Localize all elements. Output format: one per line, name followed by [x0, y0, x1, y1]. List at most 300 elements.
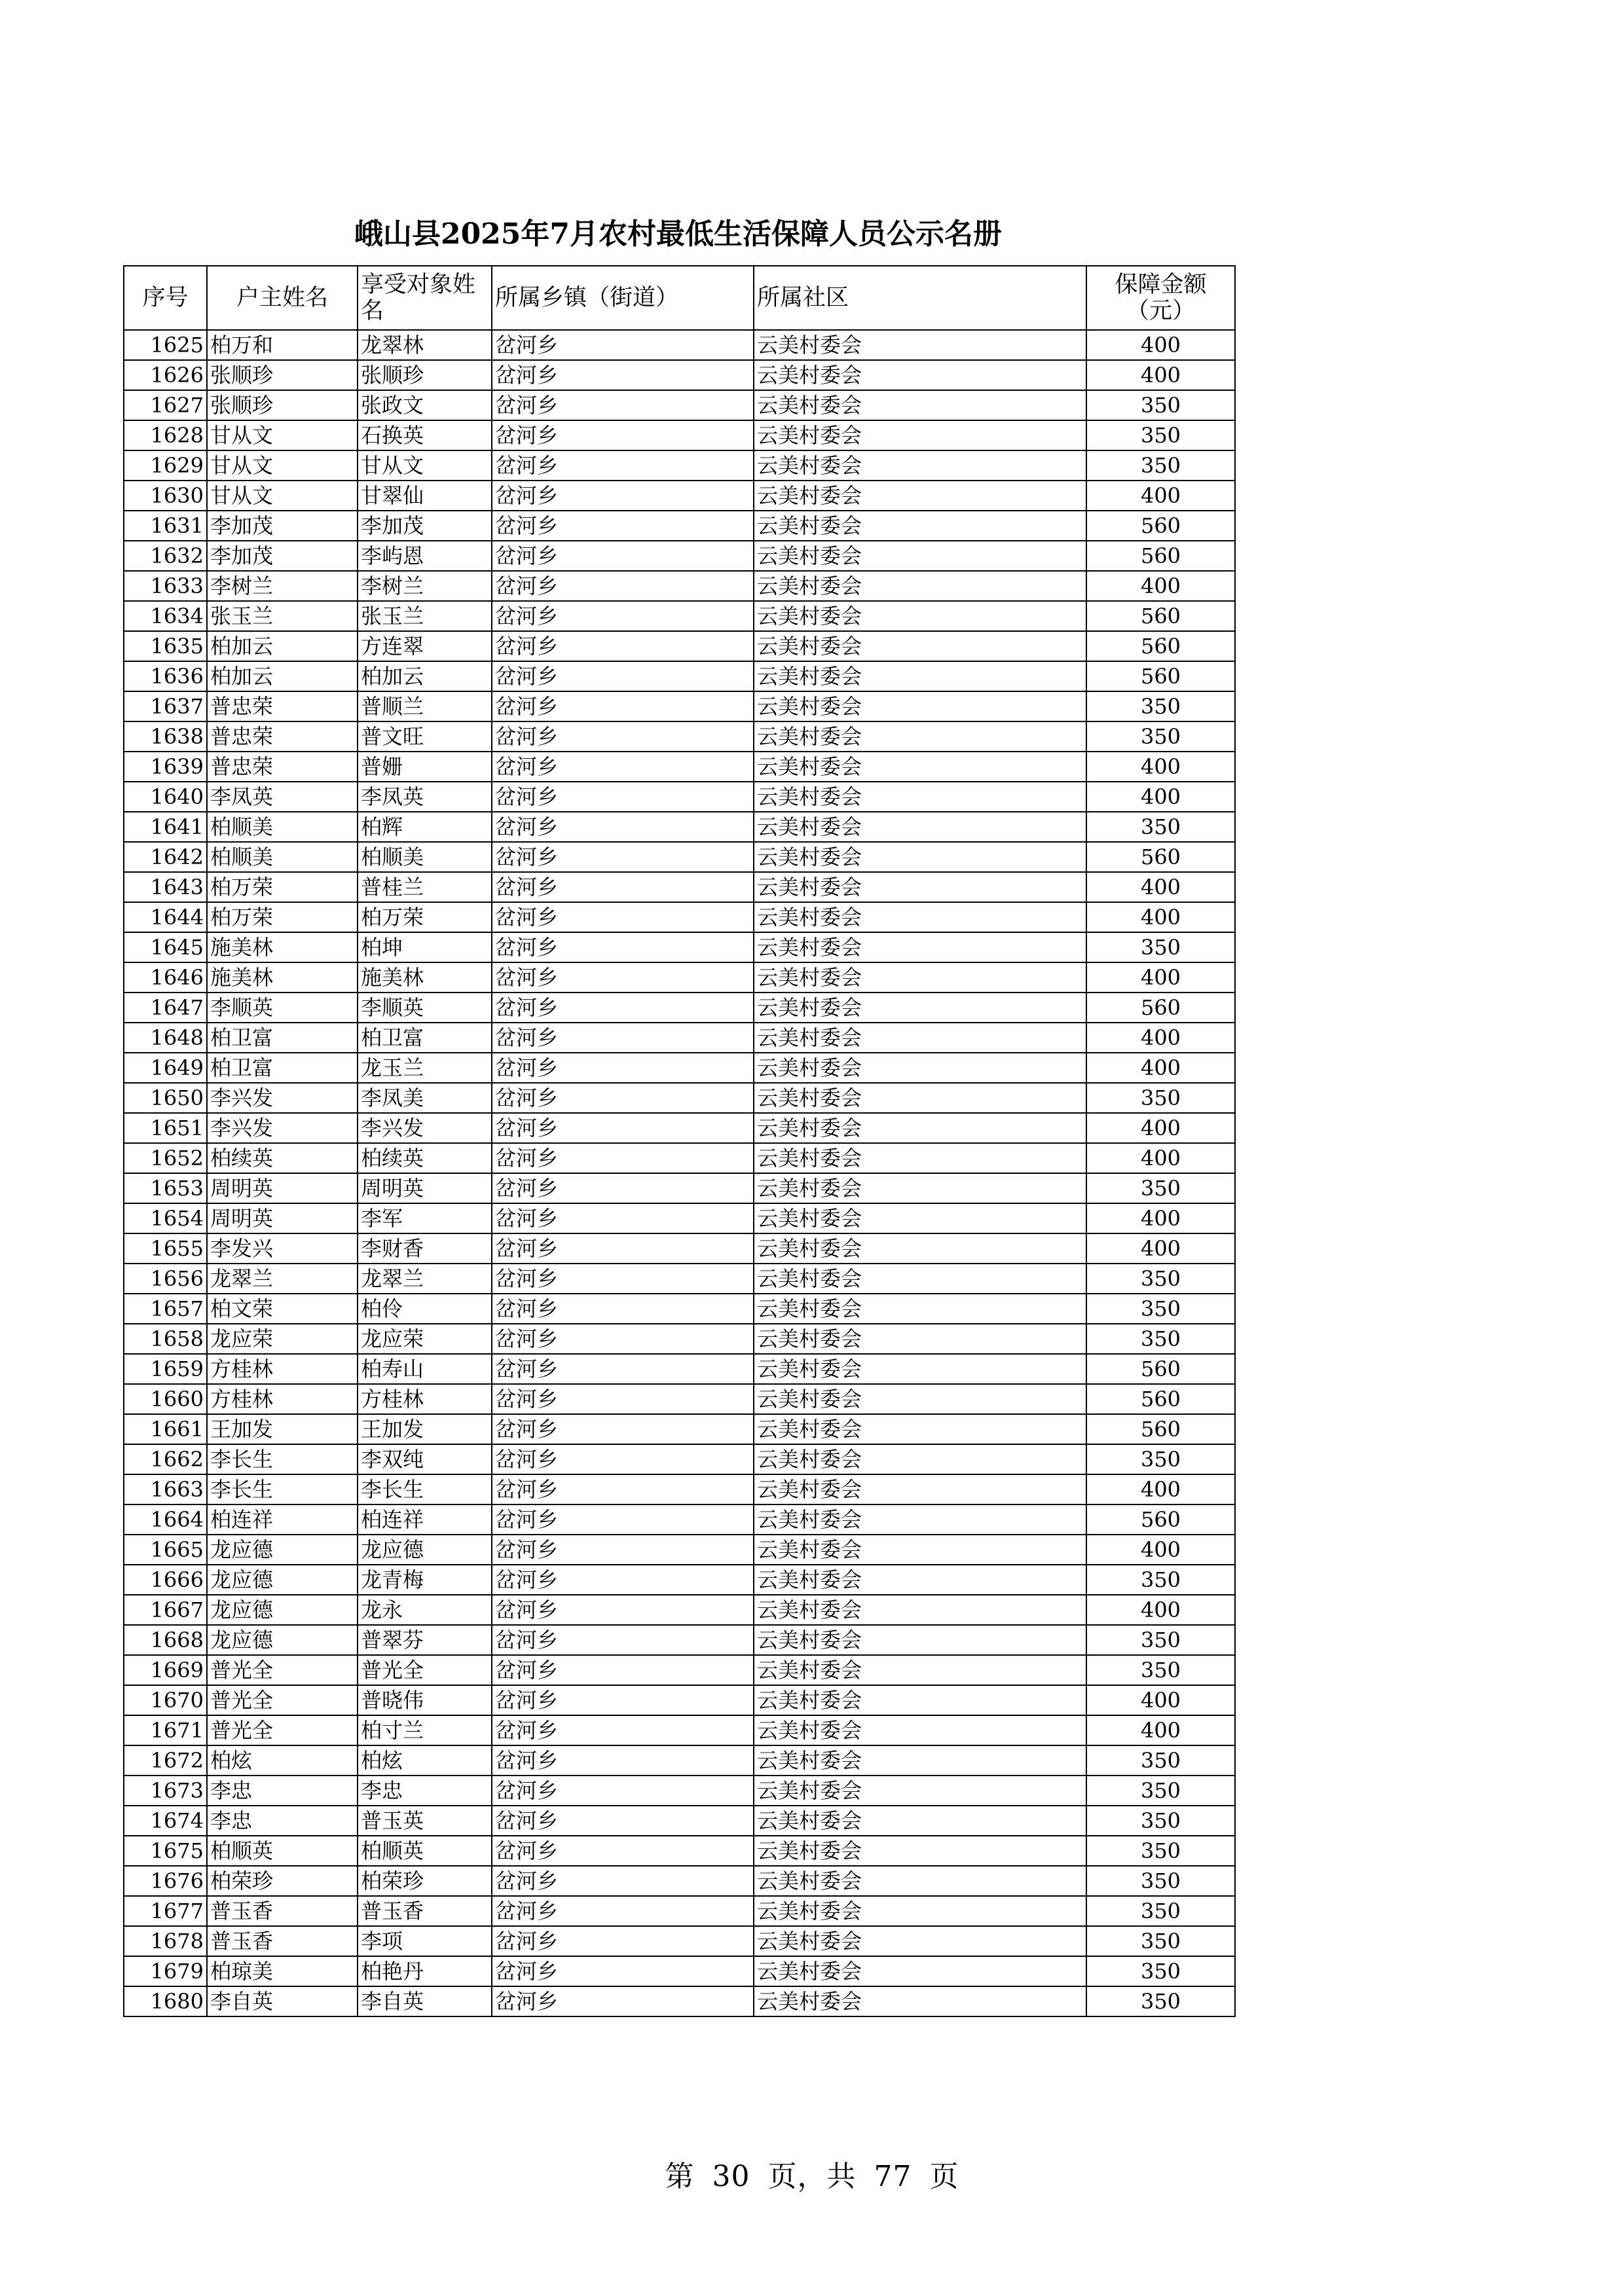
cell-householder: 普忠荣	[207, 691, 358, 721]
table-row	[124, 481, 1235, 511]
cell-township: 岔河乡	[492, 902, 754, 932]
cell-amount: 350	[1086, 932, 1235, 962]
cell-township: 岔河乡	[492, 1956, 754, 1986]
cell-seq: 1679	[124, 1956, 207, 1986]
cell-householder: 张顺珍	[207, 390, 358, 420]
table-row	[124, 1474, 1235, 1504]
cell-township: 岔河乡	[492, 782, 754, 812]
cell-householder: 龙应德	[207, 1625, 358, 1655]
cell-amount: 400	[1086, 782, 1235, 812]
table-row	[124, 902, 1235, 932]
cell-community: 云美村委会	[754, 1294, 1086, 1324]
cell-amount: 560	[1086, 541, 1235, 571]
cell-seq: 1659	[124, 1354, 207, 1384]
cell-householder: 李发兴	[207, 1233, 358, 1264]
cell-householder: 李顺英	[207, 993, 358, 1023]
cell-community: 云美村委会	[754, 1504, 1086, 1535]
cell-community: 云美村委会	[754, 541, 1086, 571]
table-row	[124, 1173, 1235, 1203]
cell-beneficiary: 柏坤	[358, 932, 492, 962]
cell-amount: 560	[1086, 842, 1235, 872]
roster-table	[123, 265, 1236, 2017]
cell-amount: 350	[1086, 691, 1235, 721]
page-footer	[0, 2157, 1624, 2196]
cell-amount: 350	[1086, 812, 1235, 842]
cell-amount: 350	[1086, 450, 1235, 481]
cell-seq: 1653	[124, 1173, 207, 1203]
cell-amount: 400	[1086, 1595, 1235, 1625]
cell-township: 岔河乡	[492, 1926, 754, 1956]
cell-amount: 560	[1086, 1384, 1235, 1414]
cell-community: 云美村委会	[754, 601, 1086, 631]
cell-amount: 400	[1086, 360, 1235, 390]
cell-amount: 400	[1086, 571, 1235, 601]
cell-amount: 350	[1086, 1986, 1235, 2016]
cell-amount: 560	[1086, 993, 1235, 1023]
cell-householder: 龙应德	[207, 1565, 358, 1595]
cell-amount: 400	[1086, 1143, 1235, 1173]
cell-beneficiary: 柏荣珍	[358, 1866, 492, 1896]
cell-seq: 1625	[124, 330, 207, 360]
cell-householder: 王加发	[207, 1414, 358, 1444]
table-row	[124, 1053, 1235, 1083]
table-row	[124, 541, 1235, 571]
cell-community: 云美村委会	[754, 1233, 1086, 1264]
table-row	[124, 1294, 1235, 1324]
table-row	[124, 1384, 1235, 1414]
cell-seq: 1668	[124, 1625, 207, 1655]
cell-township: 岔河乡	[492, 1625, 754, 1655]
cell-seq: 1627	[124, 390, 207, 420]
header-householder: 户主姓名	[207, 266, 358, 330]
cell-householder: 李兴发	[207, 1083, 358, 1113]
footer-prefix: 第	[665, 2160, 695, 2193]
cell-community: 云美村委会	[754, 872, 1086, 902]
table-row	[124, 661, 1235, 691]
cell-community: 云美村委会	[754, 1715, 1086, 1745]
cell-community: 云美村委会	[754, 1083, 1086, 1113]
cell-seq: 1630	[124, 481, 207, 511]
table-row	[124, 1504, 1235, 1535]
header-beneficiary: 享受对象姓名	[358, 266, 492, 330]
cell-township: 岔河乡	[492, 1685, 754, 1715]
cell-amount: 400	[1086, 962, 1235, 993]
table-row	[124, 390, 1235, 420]
cell-community: 云美村委会	[754, 1836, 1086, 1866]
table-row	[124, 450, 1235, 481]
cell-township: 岔河乡	[492, 1745, 754, 1776]
table-row	[124, 511, 1235, 541]
header-amount: 保障金额（元）	[1086, 266, 1235, 330]
cell-community: 云美村委会	[754, 752, 1086, 782]
table-row	[124, 691, 1235, 721]
cell-community: 云美村委会	[754, 360, 1086, 390]
cell-seq: 1644	[124, 902, 207, 932]
cell-amount: 350	[1086, 1776, 1235, 1806]
cell-householder: 柏荣珍	[207, 1866, 358, 1896]
cell-township: 岔河乡	[492, 390, 754, 420]
cell-amount: 350	[1086, 420, 1235, 450]
cell-beneficiary: 李军	[358, 1203, 492, 1233]
cell-householder: 李加茂	[207, 511, 358, 541]
cell-township: 岔河乡	[492, 1203, 754, 1233]
cell-householder: 柏炫	[207, 1745, 358, 1776]
cell-community: 云美村委会	[754, 1655, 1086, 1685]
cell-amount: 350	[1086, 1565, 1235, 1595]
cell-seq: 1672	[124, 1745, 207, 1776]
cell-township: 岔河乡	[492, 721, 754, 752]
cell-amount: 350	[1086, 1896, 1235, 1926]
cell-community: 云美村委会	[754, 1625, 1086, 1655]
cell-beneficiary: 普晓伟	[358, 1685, 492, 1715]
cell-seq: 1676	[124, 1866, 207, 1896]
cell-community: 云美村委会	[754, 420, 1086, 450]
cell-seq: 1673	[124, 1776, 207, 1806]
cell-beneficiary: 李凤英	[358, 782, 492, 812]
table-row	[124, 1896, 1235, 1926]
cell-householder: 张玉兰	[207, 601, 358, 631]
cell-beneficiary: 普玉英	[358, 1806, 492, 1836]
cell-township: 岔河乡	[492, 1083, 754, 1113]
cell-amount: 400	[1086, 1203, 1235, 1233]
table-row	[124, 1113, 1235, 1143]
cell-township: 岔河乡	[492, 1474, 754, 1504]
cell-householder: 李凤英	[207, 782, 358, 812]
cell-beneficiary: 龙翠兰	[358, 1264, 492, 1294]
cell-beneficiary: 李自英	[358, 1986, 492, 2016]
cell-seq: 1664	[124, 1504, 207, 1535]
cell-amount: 400	[1086, 1685, 1235, 1715]
cell-amount: 350	[1086, 1806, 1235, 1836]
cell-township: 岔河乡	[492, 1776, 754, 1806]
cell-householder: 柏琼美	[207, 1956, 358, 1986]
cell-amount: 400	[1086, 330, 1235, 360]
table-row	[124, 420, 1235, 450]
cell-township: 岔河乡	[492, 1053, 754, 1083]
cell-seq: 1643	[124, 872, 207, 902]
table-row	[124, 1866, 1235, 1896]
cell-township: 岔河乡	[492, 1324, 754, 1354]
cell-householder: 普玉香	[207, 1896, 358, 1926]
table-row	[124, 782, 1235, 812]
table-row	[124, 1083, 1235, 1113]
cell-seq: 1646	[124, 962, 207, 993]
cell-amount: 350	[1086, 1745, 1235, 1776]
cell-seq: 1641	[124, 812, 207, 842]
cell-beneficiary: 普桂兰	[358, 872, 492, 902]
table-row	[124, 1023, 1235, 1053]
cell-community: 云美村委会	[754, 1264, 1086, 1294]
cell-community: 云美村委会	[754, 511, 1086, 541]
cell-township: 岔河乡	[492, 420, 754, 450]
cell-seq: 1670	[124, 1685, 207, 1715]
cell-beneficiary: 张政文	[358, 390, 492, 420]
cell-seq: 1680	[124, 1986, 207, 2016]
header-township: 所属乡镇（街道）	[492, 266, 754, 330]
cell-amount: 560	[1086, 661, 1235, 691]
cell-community: 云美村委会	[754, 1053, 1086, 1083]
cell-amount: 400	[1086, 902, 1235, 932]
cell-householder: 普光全	[207, 1655, 358, 1685]
cell-householder: 方桂林	[207, 1384, 358, 1414]
cell-township: 岔河乡	[492, 1444, 754, 1474]
table-row	[124, 842, 1235, 872]
cell-community: 云美村委会	[754, 691, 1086, 721]
cell-beneficiary: 张玉兰	[358, 601, 492, 631]
cell-amount: 350	[1086, 1866, 1235, 1896]
cell-amount: 350	[1086, 1836, 1235, 1866]
table-row	[124, 1655, 1235, 1685]
cell-householder: 普光全	[207, 1715, 358, 1745]
cell-community: 云美村委会	[754, 993, 1086, 1023]
cell-amount: 400	[1086, 1113, 1235, 1143]
cell-beneficiary: 李长生	[358, 1474, 492, 1504]
cell-seq: 1663	[124, 1474, 207, 1504]
cell-householder: 柏万荣	[207, 872, 358, 902]
cell-householder: 柏文荣	[207, 1294, 358, 1324]
cell-beneficiary: 龙永	[358, 1595, 492, 1625]
cell-beneficiary: 周明英	[358, 1173, 492, 1203]
cell-seq: 1669	[124, 1655, 207, 1685]
cell-community: 云美村委会	[754, 661, 1086, 691]
cell-township: 岔河乡	[492, 691, 754, 721]
cell-township: 岔河乡	[492, 1384, 754, 1414]
table-row	[124, 812, 1235, 842]
table-row	[124, 1203, 1235, 1233]
cell-township: 岔河乡	[492, 360, 754, 390]
cell-township: 岔河乡	[492, 1504, 754, 1535]
table-row	[124, 1444, 1235, 1474]
cell-beneficiary: 普顺兰	[358, 691, 492, 721]
cell-township: 岔河乡	[492, 571, 754, 601]
cell-beneficiary: 方连翠	[358, 631, 492, 661]
cell-householder: 龙应荣	[207, 1324, 358, 1354]
cell-community: 云美村委会	[754, 450, 1086, 481]
cell-householder: 龙应德	[207, 1535, 358, 1565]
cell-amount: 560	[1086, 601, 1235, 631]
cell-community: 云美村委会	[754, 1806, 1086, 1836]
cell-householder: 柏万荣	[207, 902, 358, 932]
table-row	[124, 1535, 1235, 1565]
cell-householder: 柏顺英	[207, 1836, 358, 1866]
cell-householder: 普忠荣	[207, 752, 358, 782]
cell-amount: 560	[1086, 631, 1235, 661]
cell-seq: 1642	[124, 842, 207, 872]
cell-community: 云美村委会	[754, 1023, 1086, 1053]
cell-community: 云美村委会	[754, 1595, 1086, 1625]
cell-beneficiary: 李财香	[358, 1233, 492, 1264]
table-row	[124, 1836, 1235, 1866]
cell-amount: 350	[1086, 1083, 1235, 1113]
cell-township: 岔河乡	[492, 330, 754, 360]
cell-amount: 350	[1086, 1655, 1235, 1685]
cell-beneficiary: 柏伶	[358, 1294, 492, 1324]
header-community: 所属社区	[754, 266, 1086, 330]
cell-community: 云美村委会	[754, 782, 1086, 812]
cell-township: 岔河乡	[492, 842, 754, 872]
cell-seq: 1638	[124, 721, 207, 752]
cell-beneficiary: 石换英	[358, 420, 492, 450]
cell-householder: 李加茂	[207, 541, 358, 571]
table-body	[124, 330, 1235, 2016]
cell-beneficiary: 柏炫	[358, 1745, 492, 1776]
cell-seq: 1651	[124, 1113, 207, 1143]
cell-community: 云美村委会	[754, 721, 1086, 752]
cell-community: 云美村委会	[754, 1986, 1086, 2016]
cell-community: 云美村委会	[754, 932, 1086, 962]
cell-community: 云美村委会	[754, 1354, 1086, 1384]
cell-seq: 1650	[124, 1083, 207, 1113]
cell-seq: 1652	[124, 1143, 207, 1173]
cell-community: 云美村委会	[754, 1173, 1086, 1203]
cell-township: 岔河乡	[492, 872, 754, 902]
cell-beneficiary: 李双纯	[358, 1444, 492, 1474]
cell-community: 云美村委会	[754, 390, 1086, 420]
cell-seq: 1635	[124, 631, 207, 661]
cell-amount: 350	[1086, 1956, 1235, 1986]
cell-beneficiary: 张顺珍	[358, 360, 492, 390]
table-header-row	[124, 266, 1235, 330]
cell-beneficiary: 李忠	[358, 1776, 492, 1806]
cell-township: 岔河乡	[492, 541, 754, 571]
cell-householder: 方桂林	[207, 1354, 358, 1384]
cell-township: 岔河乡	[492, 1023, 754, 1053]
cell-seq: 1662	[124, 1444, 207, 1474]
cell-householder: 李忠	[207, 1776, 358, 1806]
cell-seq: 1647	[124, 993, 207, 1023]
table-row	[124, 330, 1235, 360]
cell-amount: 350	[1086, 1926, 1235, 1956]
table-row	[124, 932, 1235, 962]
cell-beneficiary: 普翠芬	[358, 1625, 492, 1655]
cell-seq: 1645	[124, 932, 207, 962]
table-row	[124, 1776, 1235, 1806]
cell-community: 云美村委会	[754, 1896, 1086, 1926]
cell-community: 云美村委会	[754, 1535, 1086, 1565]
cell-beneficiary: 柏顺美	[358, 842, 492, 872]
cell-seq: 1631	[124, 511, 207, 541]
cell-householder: 柏续英	[207, 1143, 358, 1173]
cell-householder: 李长生	[207, 1444, 358, 1474]
cell-seq: 1629	[124, 450, 207, 481]
cell-community: 云美村委会	[754, 481, 1086, 511]
cell-beneficiary: 柏顺英	[358, 1836, 492, 1866]
cell-community: 云美村委会	[754, 1444, 1086, 1474]
cell-householder: 普忠荣	[207, 721, 358, 752]
cell-township: 岔河乡	[492, 661, 754, 691]
cell-community: 云美村委会	[754, 1565, 1086, 1595]
cell-seq: 1675	[124, 1836, 207, 1866]
table-row	[124, 601, 1235, 631]
cell-community: 云美村委会	[754, 842, 1086, 872]
cell-township: 岔河乡	[492, 1414, 754, 1444]
cell-community: 云美村委会	[754, 330, 1086, 360]
cell-seq: 1666	[124, 1565, 207, 1595]
cell-township: 岔河乡	[492, 932, 754, 962]
cell-householder: 龙翠兰	[207, 1264, 358, 1294]
cell-seq: 1649	[124, 1053, 207, 1083]
cell-amount: 400	[1086, 1715, 1235, 1745]
table-row	[124, 1354, 1235, 1384]
cell-seq: 1654	[124, 1203, 207, 1233]
cell-beneficiary: 李兴发	[358, 1113, 492, 1143]
cell-seq: 1634	[124, 601, 207, 631]
cell-amount: 560	[1086, 1504, 1235, 1535]
cell-amount: 400	[1086, 481, 1235, 511]
cell-seq: 1636	[124, 661, 207, 691]
cell-beneficiary: 柏艳丹	[358, 1956, 492, 1986]
cell-seq: 1656	[124, 1264, 207, 1294]
cell-community: 云美村委会	[754, 631, 1086, 661]
table-row	[124, 1806, 1235, 1836]
cell-amount: 400	[1086, 1233, 1235, 1264]
cell-householder: 李自英	[207, 1986, 358, 2016]
table-row	[124, 1715, 1235, 1745]
cell-seq: 1658	[124, 1324, 207, 1354]
cell-township: 岔河乡	[492, 1565, 754, 1595]
cell-householder: 柏顺美	[207, 842, 358, 872]
table-row	[124, 1595, 1235, 1625]
cell-township: 岔河乡	[492, 1113, 754, 1143]
cell-beneficiary: 李项	[358, 1926, 492, 1956]
cell-beneficiary: 龙玉兰	[358, 1053, 492, 1083]
cell-beneficiary: 普姗	[358, 752, 492, 782]
cell-seq: 1628	[124, 420, 207, 450]
cell-township: 岔河乡	[492, 1233, 754, 1264]
cell-beneficiary: 柏万荣	[358, 902, 492, 932]
cell-community: 云美村委会	[754, 1474, 1086, 1504]
cell-beneficiary: 柏寸兰	[358, 1715, 492, 1745]
footer-suffix: 页	[929, 2160, 959, 2193]
cell-seq: 1674	[124, 1806, 207, 1836]
cell-amount: 400	[1086, 1535, 1235, 1565]
cell-householder: 李忠	[207, 1806, 358, 1836]
cell-community: 云美村委会	[754, 1414, 1086, 1444]
cell-township: 岔河乡	[492, 450, 754, 481]
table-row	[124, 1414, 1235, 1444]
table-row	[124, 1685, 1235, 1715]
cell-householder: 柏加云	[207, 631, 358, 661]
cell-seq: 1657	[124, 1294, 207, 1324]
cell-seq: 1660	[124, 1384, 207, 1414]
cell-community: 云美村委会	[754, 1203, 1086, 1233]
cell-seq: 1677	[124, 1896, 207, 1926]
footer-current-page: 30	[712, 2160, 750, 2193]
table-row	[124, 1956, 1235, 1986]
cell-householder: 周明英	[207, 1173, 358, 1203]
cell-seq: 1639	[124, 752, 207, 782]
cell-beneficiary: 柏寿山	[358, 1354, 492, 1384]
cell-seq: 1633	[124, 571, 207, 601]
table-row	[124, 1324, 1235, 1354]
cell-beneficiary: 李顺英	[358, 993, 492, 1023]
header-seq: 序号	[124, 266, 207, 330]
cell-township: 岔河乡	[492, 1595, 754, 1625]
cell-community: 云美村委会	[754, 902, 1086, 932]
cell-householder: 柏卫富	[207, 1023, 358, 1053]
table-row	[124, 993, 1235, 1023]
table-row	[124, 721, 1235, 752]
table-row	[124, 1264, 1235, 1294]
table-row	[124, 1233, 1235, 1264]
cell-community: 云美村委会	[754, 1685, 1086, 1715]
cell-beneficiary: 龙应德	[358, 1535, 492, 1565]
cell-township: 岔河乡	[492, 812, 754, 842]
table-row	[124, 1625, 1235, 1655]
cell-householder: 施美林	[207, 962, 358, 993]
cell-township: 岔河乡	[492, 993, 754, 1023]
table-row	[124, 360, 1235, 390]
